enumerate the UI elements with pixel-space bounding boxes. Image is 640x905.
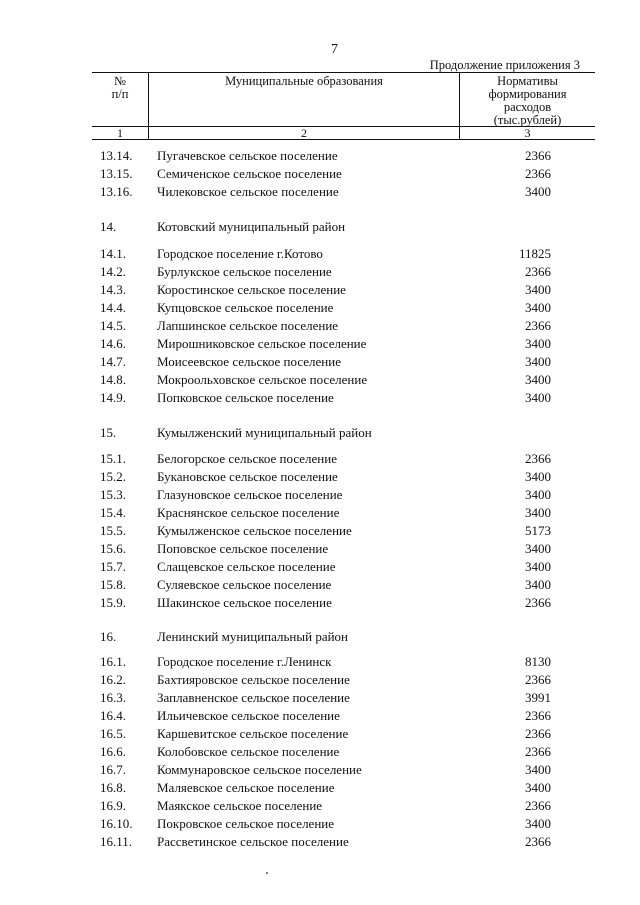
row-value: 3400: [525, 816, 551, 831]
row-number: 16.3.: [100, 690, 126, 705]
header-col-norms: [460, 73, 595, 139]
row-value: 2366: [525, 834, 551, 849]
row-value: 2366: [525, 595, 551, 610]
row-value: 2366: [525, 798, 551, 813]
row-value: 3400: [525, 762, 551, 777]
row-number: 15.7.: [100, 559, 126, 574]
row-number: 16.11.: [100, 834, 133, 849]
row-name: Попковское сельское поселение: [157, 390, 334, 405]
row-value: 2366: [525, 708, 551, 723]
row-value: 5173: [525, 523, 551, 538]
table-row: [100, 671, 560, 689]
row-name: Суляевское сельское поселение: [157, 577, 332, 592]
scan-speck: [266, 872, 268, 874]
row-name: Коростинское сельское поселение: [157, 282, 346, 297]
row-number: 15.2.: [100, 469, 126, 484]
row-value: 3400: [525, 559, 551, 574]
table-row: [100, 147, 560, 165]
row-name: Моисеевское сельское поселение: [157, 354, 341, 369]
row-name: Лапшинское сельское поселение: [157, 318, 339, 333]
table-row: [100, 389, 560, 407]
row-number: 13.16.: [100, 184, 133, 199]
row-name: Бахтияровское сельское поселение: [157, 672, 350, 687]
page-number: 7: [331, 42, 338, 57]
table-row: [100, 263, 560, 281]
row-value: 3400: [525, 184, 551, 199]
row-name: Мокроольховское сельское поселение: [157, 372, 368, 387]
row-value: 3400: [525, 541, 551, 556]
row-value: 2366: [525, 318, 551, 333]
row-number: 14.4.: [100, 300, 126, 315]
row-value: 3400: [525, 336, 551, 351]
row-name: Мирошниковское сельское поселение: [157, 336, 367, 351]
row-name: Маляевское сельское поселение: [157, 780, 335, 795]
section-name: Ленинский муниципальный район: [157, 629, 349, 644]
row-name: Рассветинское сельское поселение: [157, 834, 349, 849]
row-name: Кумылженское сельское поселение: [157, 523, 352, 538]
table-row: [100, 299, 560, 317]
row-number: 14.7.: [100, 354, 126, 369]
row-value: 2366: [525, 148, 551, 163]
table-row: [100, 743, 560, 761]
row-number: 13.15.: [100, 166, 133, 181]
row-number: 15.3.: [100, 487, 126, 502]
table-row: [100, 779, 560, 797]
section-number: 16.: [100, 629, 117, 644]
row-value: 3400: [525, 282, 551, 297]
row-number: 16.4.: [100, 708, 126, 723]
header-col-number: [92, 73, 148, 139]
row-value: 2366: [525, 744, 551, 759]
header-col-municipality: [148, 73, 460, 139]
header-col-municipality-index: 2: [149, 126, 459, 139]
row-number: 16.7.: [100, 762, 126, 777]
section-number: 15.: [100, 425, 117, 440]
row-number: 15.8.: [100, 577, 126, 592]
row-value: 2366: [525, 672, 551, 687]
row-value: 2366: [525, 726, 551, 741]
row-value: 3991: [525, 690, 551, 705]
section-number: 14.: [100, 219, 117, 234]
header-col-number-label: № п/п: [111, 74, 129, 101]
table-row: [100, 576, 560, 594]
section-name: Кумылженский муниципальный район: [157, 425, 372, 440]
row-number: 14.9.: [100, 390, 126, 405]
row-number: 14.2.: [100, 264, 126, 279]
table-row: [100, 815, 560, 833]
row-number: 15.9.: [100, 595, 126, 610]
row-number: 16.9.: [100, 798, 126, 813]
table-row: [100, 653, 560, 671]
row-name: Чилековское сельское поселение: [157, 184, 339, 199]
row-value: 2366: [525, 451, 551, 466]
table-row: [100, 522, 560, 540]
row-number: 14.5.: [100, 318, 126, 333]
row-number: 14.6.: [100, 336, 126, 351]
row-value: 3400: [525, 487, 551, 502]
row-name: Коммунаровское сельское поселение: [157, 762, 362, 777]
row-name: Букановское сельское поселение: [157, 469, 338, 484]
header-col-norms-label: Нормативы формирования расходов (тыс.рублей): [488, 74, 567, 127]
row-name: Купцовское сельское поселение: [157, 300, 334, 315]
row-name: Поповское сельское поселение: [157, 541, 329, 556]
table-row: [100, 833, 560, 851]
row-value: 8130: [525, 654, 551, 669]
table-row: [100, 486, 560, 504]
row-name: Бурлукское сельское поселение: [157, 264, 332, 279]
table-row: [100, 594, 560, 612]
table-row: [100, 245, 560, 263]
row-value: 3400: [525, 780, 551, 795]
table-header: [92, 72, 595, 140]
table-row: [100, 761, 560, 779]
row-number: 15.5.: [100, 523, 126, 538]
row-name: Заплавненское сельское поселение: [157, 690, 350, 705]
row-name: Шакинское сельское поселение: [157, 595, 332, 610]
row-number: 14.3.: [100, 282, 126, 297]
row-name: Глазуновское сельское поселение: [157, 487, 343, 502]
section-heading: [100, 628, 520, 646]
row-number: 16.5.: [100, 726, 126, 741]
row-name: Каршевитское сельское поселение: [157, 726, 349, 741]
table-row: [100, 797, 560, 815]
row-number: 16.2.: [100, 672, 126, 687]
table-row: [100, 353, 560, 371]
section-name: Котовский муниципальный район: [157, 219, 346, 234]
table-row: [100, 540, 560, 558]
table-row: [100, 504, 560, 522]
table-row: [100, 707, 560, 725]
row-value: 3400: [525, 469, 551, 484]
row-number: 16.1.: [100, 654, 126, 669]
header-col-number-index: 1: [92, 126, 148, 139]
row-value: 2366: [525, 166, 551, 181]
row-value: 3400: [525, 354, 551, 369]
row-name: Белогорское сельское поселение: [157, 451, 337, 466]
row-number: 14.8.: [100, 372, 126, 387]
table-row: [100, 468, 560, 486]
row-value: 11825: [518, 246, 551, 261]
table-row: [100, 335, 560, 353]
row-name: Семиченское сельское поселение: [157, 166, 342, 181]
table-row: [100, 165, 560, 183]
row-number: 16.8.: [100, 780, 126, 795]
row-name: Городское поселение г.Котово: [157, 246, 323, 261]
row-number: 16.6.: [100, 744, 126, 759]
table-row: [100, 689, 560, 707]
table-row: [100, 183, 560, 201]
section-heading: [100, 424, 520, 442]
table-row: [100, 450, 560, 468]
row-name: Ильичевское сельское поселение: [157, 708, 340, 723]
row-name: Слащевское сельское поселение: [157, 559, 336, 574]
row-number: 15.1.: [100, 451, 126, 466]
row-name: Колобовское сельское поселение: [157, 744, 340, 759]
table-row: [100, 317, 560, 335]
row-number: 13.14.: [100, 148, 133, 163]
row-name: Покровское сельское поселение: [157, 816, 335, 831]
row-name: Городское поселение г.Ленинск: [157, 654, 332, 669]
row-value: 3400: [525, 505, 551, 520]
row-name: Маякское сельское поселение: [157, 798, 323, 813]
row-name: Пугачевское сельское поселение: [157, 148, 338, 163]
row-value: 3400: [525, 390, 551, 405]
row-number: 16.10.: [100, 816, 133, 831]
section-heading: [100, 218, 520, 236]
header-col-norms-index: 3: [460, 126, 595, 139]
row-value: 2366: [525, 264, 551, 279]
table-row: [100, 281, 560, 299]
row-value: 3400: [525, 372, 551, 387]
row-value: 3400: [525, 577, 551, 592]
row-number: 15.6.: [100, 541, 126, 556]
row-number: 15.4.: [100, 505, 126, 520]
row-number: 14.1.: [100, 246, 126, 261]
table-row: [100, 725, 560, 743]
row-value: 3400: [525, 300, 551, 315]
table-row: [100, 371, 560, 389]
appendix-continuation-note: Продолжение приложения 3: [429, 58, 580, 72]
table-row: [100, 558, 560, 576]
header-col-municipality-label: Муниципальные образования: [225, 74, 383, 88]
row-name: Краснянское сельское поселение: [157, 505, 340, 520]
